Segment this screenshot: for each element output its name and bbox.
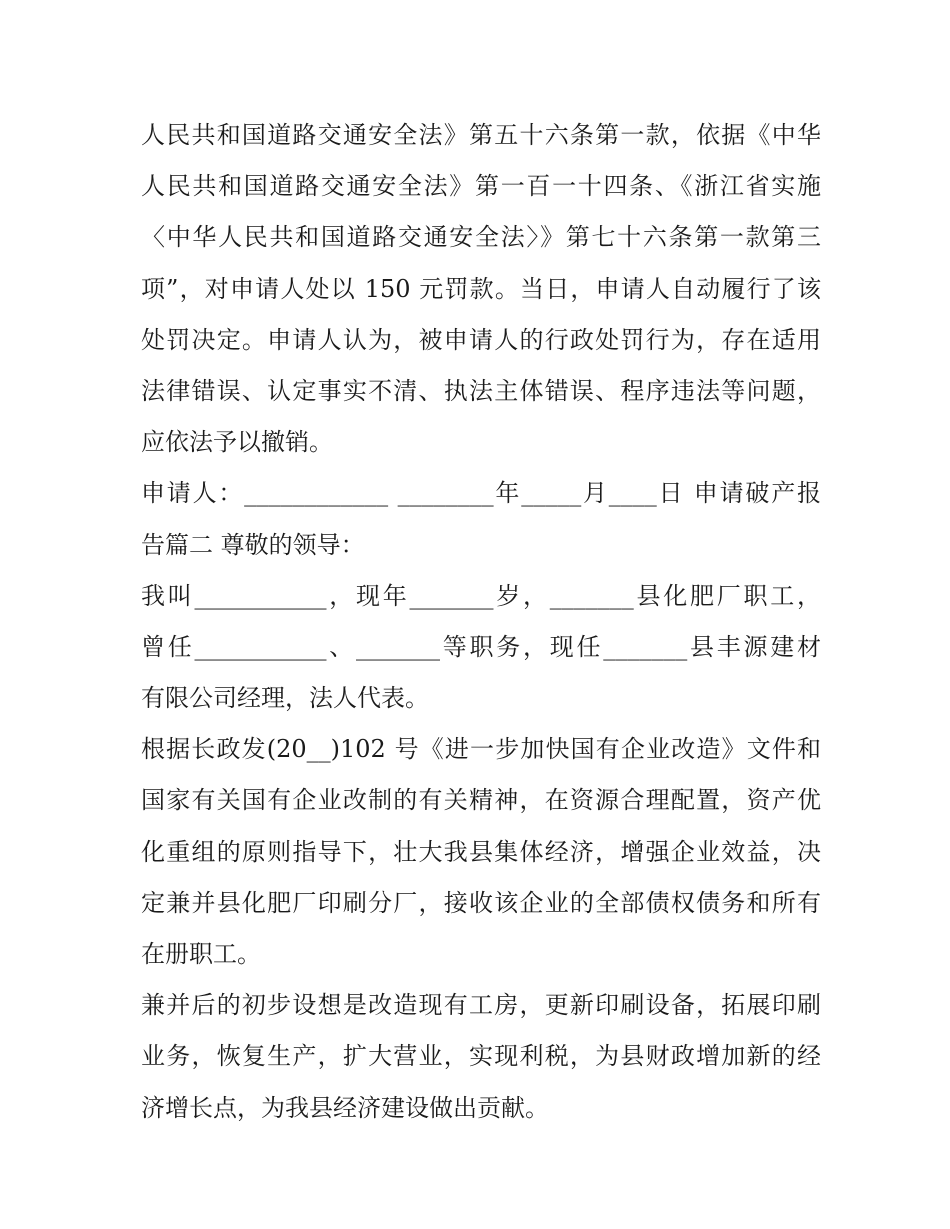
text-line: 国家有关国有企业改制的有关精神，在资源合理配置，资产优: [141, 786, 821, 815]
paragraph-merger-plan: [141, 980, 821, 1134]
text-line: 〈中华人民共和国道路交通安全法〉》第七十六条第一款第三: [141, 223, 821, 252]
text-line: 法律错误、认定事实不清、执法主体错误、程序违法等问题，: [141, 376, 821, 405]
document-body: [141, 110, 821, 1134]
text-line: 在册职工。: [141, 940, 261, 968]
paragraph-applicant-signature: [141, 468, 821, 570]
text-line: 处罚决定。申请人认为，被申请人的行政处罚行为，存在适用: [141, 325, 821, 354]
text-line: 应依法予以撤销。: [141, 428, 333, 457]
paragraph-self-introduction: [141, 571, 821, 725]
text-line: 定兼并县化肥厂印刷分厂，接收该企业的全部债权债务和所有: [141, 888, 821, 917]
text-line: 兼并后的初步设想是改造现有工房，更新印刷设备，拓展印刷: [141, 991, 821, 1020]
text-line: 告篇二 尊敬的领导：: [141, 530, 365, 559]
text-line: 曾任___________、_______等职务，现任_______县丰源建材: [141, 632, 821, 661]
text-line: 有限公司经理，法人代表。: [141, 684, 429, 713]
text-line: 人民共和国道路交通安全法》第五十六条第一款，依据《中华: [141, 121, 821, 149]
text-line: 根据长政发(20__)102 号《进一步加快国有企业改造》文件和: [141, 735, 821, 764]
text-line: 人民共和国道路交通安全法》第一百一十四条、《浙江省实施: [141, 172, 821, 201]
text-line: 项”，对申请人处以 150 元罚款。当日，申请人自动履行了该: [141, 274, 821, 303]
text-line: 业务，恢复生产，扩大营业，实现利税，为县财政增加新的经: [141, 1042, 821, 1071]
text-line: 济增长点，为我县经济建设做出贡献。: [141, 1093, 549, 1122]
text-line: 我叫___________，现年_______岁，_______县化肥厂职工，: [141, 581, 821, 610]
text-line: 化重组的原则指导下，壮大我县集体经济，增强企业效益，决: [141, 837, 821, 866]
paragraph-penalty-description: [141, 110, 821, 468]
paragraph-merger-basis: [141, 724, 821, 980]
text-line: 申请人：____________ ________年_____月____日 申请破产报: [141, 479, 821, 508]
